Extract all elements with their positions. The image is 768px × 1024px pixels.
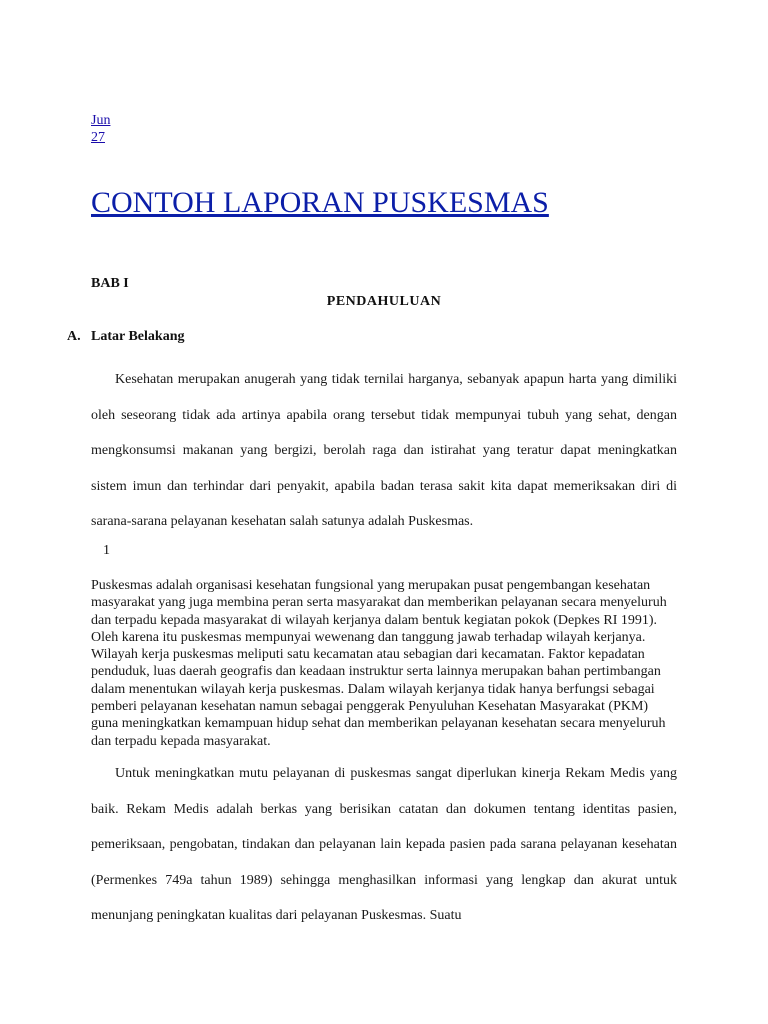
post-date-day[interactable]: 27 [91,130,105,145]
paragraph-intro: Kesehatan merupakan anugerah yang tidak ternilai harganya, sebanyak apapun harta yang dimiliki oleh seseorang tidak ada artinya apabila orang tersebut tidak mempunyai tubuh yang sehat, dengan mengkonsumsi makanan yang bergizi, berolah raga dan istirahat yang teratur dapat meningkatkan sistem imun dan terhindar dari penyakit, apabila badan terasa sakit kita dapat memeriksakan diri di sarana-sarana pelayanan kesehatan salah satunya adalah Puskesmas. [91,372,677,529]
chapter-label: BAB I [91,276,129,291]
chapter-heading: PENDAHULUAN [326,294,442,309]
paragraph-rekam-medis: Untuk meningkatkan mutu pelayanan di puskesmas sangat diperlukan kinerja Rekam Medis yang baik. Rekam Medis adalah berkas yang berisikan catatan dan dokumen tentang identitas pasien, pemeriksaan, pengobatan, tindakan dan pelayanan lain kepada pasien pada sarana pelayanan kesehatan (Permenkes 749a tahun 1989) sehingga menghasilkan informasi yang lengkap dan akurat untuk menunjang peningkatan kualitas dari pelayanan Puskesmas. Suatu [91,766,677,923]
paragraph-puskesmas-definition: Puskesmas adalah organisasi kesehatan fungsional yang merupakan pusat pengembangan kesehatan masyarakat yang juga membina peran serta masyarakat dan memberikan pelayanan secara menyeluruh dan terpadu kepada masyarakat di wilayah kerjanya dalam bentuk kegiatan pokok (Depkes RI 1991). Oleh karena itu puskesmas mempunyai wewenang dan tanggung jawab terhadap wilayah kerjanya. Wilayah kerja puskesmas meliputi satu kecamatan atau sebagian dari kecamatan. Faktor kepadatan penduduk, luas daerah geografis dan keadaan instruktur serta lainnya merupakan bahan pertimbangan dalam menentukan wilayah kerja puskesmas. Dalam wilayah kerjanya tidak hanya berfungsi sebagai pemberi pelayanan kesehatan namun sebagai penggerak Penyuluhan Kesehatan Masyarakat (PKM) guna meningkatkan kemampuan hidup sehat dan memberikan pelayanan kesehatan secara menyeluruh dan terpadu kepada masyarakat. [91,578,667,749]
post-date-month[interactable]: Jun [91,113,111,128]
post-title-link[interactable]: CONTOH LAPORAN PUSKESMAS [91,186,549,219]
section-heading [67,329,184,345]
section-letter: A. [67,329,81,344]
page-number: 1 [103,543,110,558]
post-date-link[interactable] [91,112,110,146]
section-title: Latar Belakang [91,329,185,344]
